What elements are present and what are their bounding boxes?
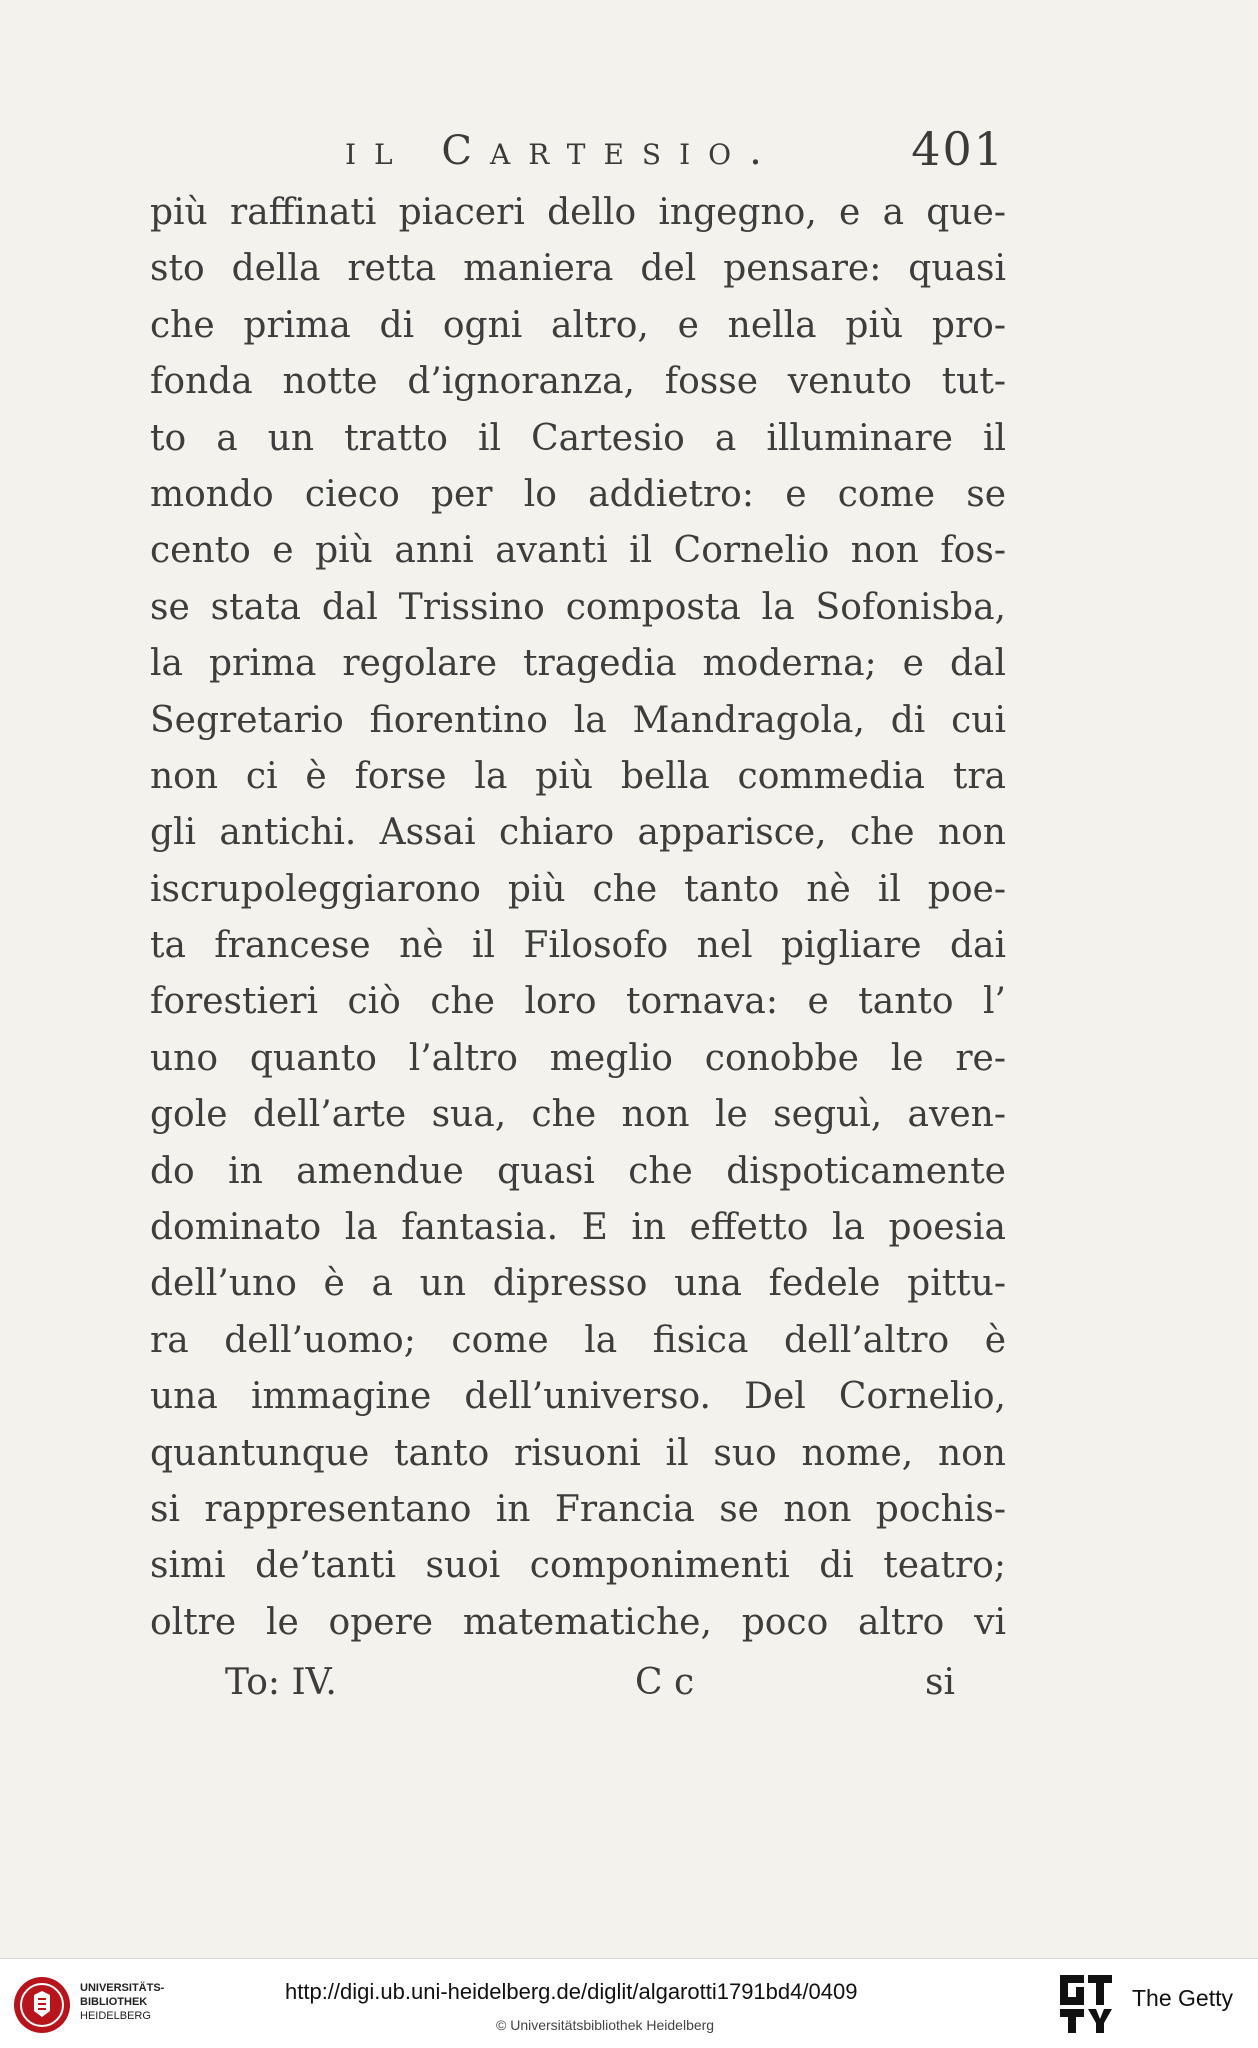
text-line: cento e più anni avanti il Cornelio non fos- <box>150 530 1006 572</box>
text-line: sto della retta maniera del pensare: quasi <box>150 248 1006 290</box>
text-line: che prima di ogni altro, e nella più pro- <box>150 304 1006 346</box>
text-line: uno quanto l’altro meglio conobbe le re- <box>150 1037 1006 1079</box>
text-line: si rappresentano in Francia se non pochis- <box>150 1488 1006 1530</box>
body-text <box>150 185 1006 1651</box>
text-line: oltre le opere matematiche, poco altro vi <box>150 1601 1006 1643</box>
text-line: gole dell’arte sua, che non le seguì, aven- <box>150 1094 1006 1136</box>
page-number: 401 <box>911 122 1005 176</box>
text-line: ta francese nè il Filosofo nel pigliare dai <box>150 925 1006 967</box>
text-line: do in amendue quasi che dispoticamente <box>150 1150 1006 1192</box>
text-line: gli antichi. Assai chiaro apparisce, che non <box>150 812 1006 854</box>
text-line: quantunque tanto risuoni il suo nome, non <box>150 1432 1006 1474</box>
volume-signature-mark: To: IV. <box>225 1662 337 1703</box>
institution-line: HEIDELBERG <box>80 2010 151 2022</box>
university-library-name <box>80 1981 164 2023</box>
partner-name: The Getty <box>1132 1985 1233 2011</box>
text-line: una immagine dell’universo. Del Cornelio, <box>150 1376 1006 1418</box>
text-line: iscrupoleggiarono più che tanto nè il poe- <box>150 868 1006 910</box>
text-line: ra dell’uomo; come la fisica dell’altro è <box>150 1319 1006 1361</box>
text-line: forestieri ciò che loro tornava: e tanto l’ <box>150 981 1006 1023</box>
getty-logo-icon <box>1058 1973 1116 2035</box>
institution-line: UNIVERSITÄTS- <box>80 1982 165 1994</box>
running-head: il Cartesio. <box>345 128 780 174</box>
gathering-mark: C c <box>635 1662 695 1703</box>
text-line: la prima regolare tragedia moderna; e dal <box>150 643 1006 685</box>
text-line: dominato la fantasia. E in effetto la poesia <box>150 1207 1006 1249</box>
university-seal-icon <box>12 1975 72 2035</box>
text-line: Segretario fiorentino la Mandragola, di cui <box>150 699 1006 741</box>
text-line: to a un tratto il Cartesio a illuminare il <box>150 417 1006 459</box>
text-line: dell’uno è a un dipresso una fedele pittu- <box>150 1263 1006 1305</box>
text-line: fonda notte d’ignoranza, fosse venuto tut- <box>150 361 1006 403</box>
text-line: non ci è forse la più bella commedia tra <box>150 755 1006 797</box>
text-line: più raffinati piaceri dello ingegno, e a que- <box>150 192 1006 233</box>
permalink-url[interactable]: http://digi.ub.uni-heidelberg.de/diglit/algarotti1791bd4/0409 <box>285 1979 858 2004</box>
text-line: se stata dal Trissino composta la Sofonisba, <box>150 586 1006 628</box>
page-footer <box>225 1662 955 1722</box>
catchword: si <box>925 1662 955 1703</box>
text-line: mondo cieco per lo addietro: e come se <box>150 473 1006 515</box>
institution-line: BIBLIOTHEK <box>80 1996 148 2008</box>
page-header <box>345 122 1005 178</box>
copyright-notice: © Universitätsbibliothek Heidelberg <box>496 2017 715 2033</box>
text-line: simi de’tanti suoi componimenti di teatro; <box>150 1545 1006 1587</box>
digitization-footer-bar <box>0 1958 1258 2048</box>
